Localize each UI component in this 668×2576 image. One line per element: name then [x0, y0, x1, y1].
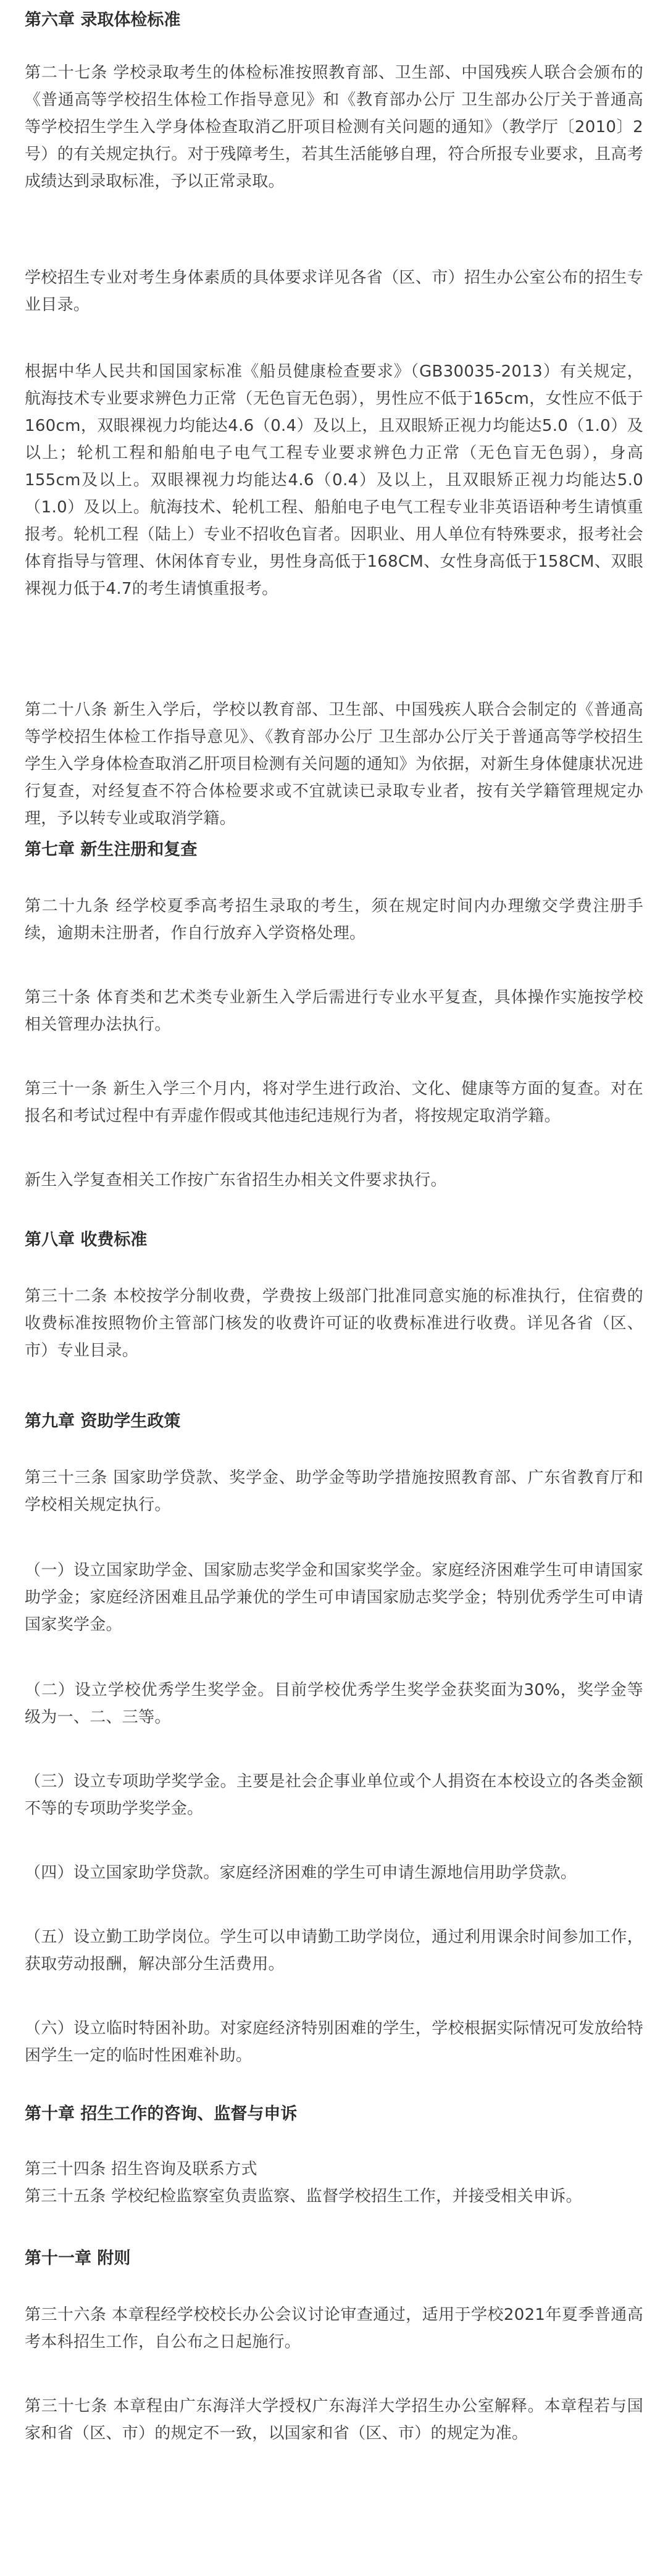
- aid-item-1: （一）设立国家助学金、国家励志奖学金和国家奖学金。家庭经济困难学生可申请国家助学金；家庭经济困难且品学兼优的学生可申请国家励志奖学金；特别优秀学生可申请国家奖学金。: [25, 1561, 643, 1634]
- aid-item-4: （四）设立国家助学贷款。家庭经济困难的学生可申请生源地信用助学贷款。: [25, 1864, 577, 1882]
- article-29: 第二十九条 经学校夏季高考招生录取的考生，须在规定时间内办理缴交学费注册手续，逾期未注册者，作自行放弃入学资格处理。: [25, 897, 643, 943]
- article-27: 第二十七条 学校录取考生的体检标准按照教育部、卫生部、中国残疾人联合会颁布的《普通高等学校招生体检工作指导意见》和《教育部办公厅 卫生部办公厅关于普通高等学校招生学生入学身体检查取消乙肝项目检测有关问题的通知》（教学厅〔2010〕2号）的有关规定执行。对于残障考生，若其生活能够自理，符合所报专业要求，且高考成绩达到录取标准，予以正常录取。: [25, 64, 643, 191]
- aid-item-3: （三）设立专项助学奖学金。主要是社会企事业单位或个人捐资在本校设立的各类金额不等的专项助学奖学金。: [25, 1772, 643, 1818]
- chapter-10-title: 第十章 招生工作的咨询、监督与申诉: [25, 2104, 298, 2124]
- aid-item-2: （二）设立学校优秀学生奖学金。目前学校优秀学生奖学金获奖面为30%，奖学金等级为一、二、三等。: [25, 1681, 643, 1727]
- chapter-7-title: 第七章 新生注册和复查: [25, 840, 198, 859]
- chapter-11-title: 第十一章 附则: [25, 2249, 131, 2268]
- article-30: 第三十条 体育类和艺术类专业新生入学后需进行专业水平复查，具体操作实施按学校相关管理办法执行。: [25, 988, 643, 1034]
- aid-item-5: （五）设立勤工助学岗位。学生可以申请勤工助学岗位，通过利用课余时间参加工作，获取劳动报酬，解决部分生活费用。: [25, 1928, 643, 1974]
- ch6-paragraph-3: 根据中华人民共和国国家标准《船员健康检查要求》（GB30035-2013）有关规定，航海技术专业要求辨色力正常（无色盲无色弱），男性应不低于165cm，女性应不低于160cm，双眼裸视力均能达4.6（0.4）及以上，且双眼矫正视力均能达5.0（1.0）及以上；轮机工程和船舶电子电气工程专业要求辨色力正常（无色盲无色弱），身高155cm及以上。双眼裸视力均能达4.6（0.4）及以上，且双眼矫正视力均能达5.0（1.0）及以上。航海技术、轮机工程、船舶电子电气工程专业非英语语种考生请慎重报考。轮机工程（陆上）专业不招收色盲者。因职业、用人单位有特殊要求，报考社会体育指导与管理、休闲体育专业，男性身高低于168CM、女性身高低于158CM、双眼裸视力低于4.7的考生请慎重报考。: [25, 362, 643, 598]
- ch6-paragraph-2: 学校招生专业对考生身体素质的具体要求详见各省（区、市）招生办公室公布的招生专业目录。: [25, 269, 643, 314]
- chapter-8-title: 第八章 收费标准: [25, 1230, 148, 1249]
- aid-item-6: （六）设立临时特困补助。对家庭经济特别困难的学生，学校根据实际情况可发放给特困学生一定的临时性困难补助。: [25, 2019, 643, 2065]
- article-31: 第三十一条 新生入学三个月内，将对学生进行政治、文化、健康等方面的复查。对在报名和考试过程中有弄虚作假或其他违纪违规行为者，将按规定取消学籍。: [25, 1080, 643, 1125]
- article-37: 第三十七条 本章程由广东海洋大学授权广东海洋大学招生办公室解释。本章程若与国家和省（区、市）的规定不一致，以国家和省（区、市）的规定为准。: [25, 2397, 643, 2443]
- article-34: 第三十四条 招生咨询及联系方式: [25, 2160, 257, 2178]
- article-36: 第三十六条 本章程经学校校长办公会议讨论审查通过，适用于学校2021年夏季普通高考本科招生工作，自公布之日起施行。: [25, 2306, 643, 2351]
- article-28: 第二十八条 新生入学后，学校以教育部、卫生部、中国残疾人联合会制定的《普通高等学校招生体检工作指导意见》、《教育部办公厅 卫生部办公厅关于普通高等学校招生学生入学身体检查取消乙肝项目检测有关问题的通知》为依据，对新生身体健康状况进行复查，对经复查不符合体检要求或不宜就读已录取专业者，按有关学籍管理规定办理，予以转专业或取消学籍。: [25, 701, 643, 828]
- article-32: 第三十二条 本校按学分制收费，学费按上级部门批准同意实施的标准执行，住宿费的收费标准按照物价主管部门核发的收费许可证的收费标准进行收费。详见各省（区、市）专业目录。: [25, 1287, 643, 1360]
- article-33: 第三十三条 国家助学贷款、奖学金、助学金等助学措施按照教育部、广东省教育厅和学校相关规定执行。: [25, 1469, 643, 1514]
- ch7-paragraph-4: 新生入学复查相关工作按广东省招生办相关文件要求执行。: [25, 1171, 447, 1190]
- chapter-6-title: 第六章 录取体检标准: [25, 10, 181, 30]
- article-35: 第三十五条 学校纪检监察室负责监察、监督学校招生工作，并接受相关申诉。: [25, 2187, 582, 2206]
- chapter-9-title: 第九章 资助学生政策: [25, 1412, 181, 1431]
